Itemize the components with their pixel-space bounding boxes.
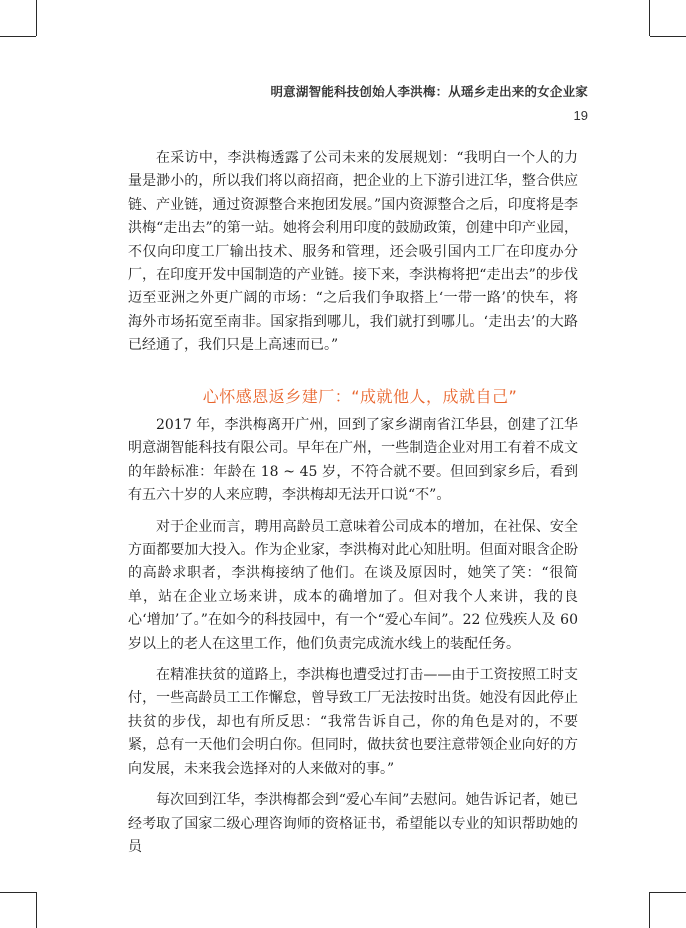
crop-mark-bottom-left-h (0, 892, 36, 893)
paragraph: 在精准扶贫的道路上，李洪梅也遭受过打击——由于工资按照工时支付，一些高龄员工工作懈怠，曾导致工厂无法按时出货。她没有因此停止扶贫的步伐，却也有所反思：“我常告诉自己，你的角色是对的，不要紧，总有一天他们会明白你。但同时，做扶贫也要注意带领企业向好的方向发展，未来我会选择对的人来做对的事。” (128, 667, 578, 777)
section-1-body (128, 147, 578, 358)
page-number: 19 (573, 108, 588, 123)
crop-mark-bottom-right-v (649, 892, 650, 928)
crop-mark-bottom-left-v (36, 892, 37, 928)
section-heading: 心怀感恩返乡建厂：“成就他人，成就自己” (202, 387, 518, 406)
crop-mark-top-right-v (649, 0, 650, 36)
paragraph: 每次回到江华，李洪梅都会到“爱心车间”去慰问。她告诉记者，她已经考取了国家二级心理咨询师的资格证书，希望能以专业的知识帮助她的员 (128, 792, 578, 855)
crop-mark-top-left-h (0, 36, 36, 37)
crop-mark-top-right-h (650, 36, 686, 37)
section-2-body (128, 414, 578, 859)
crop-mark-bottom-right-h (650, 892, 686, 893)
paragraph: 对于企业而言，聘用高龄员工意味着公司成本的增加，在社保、安全方面都要加大投入。作为企业家，李洪梅对此心知肚明。但面对眼含企盼的高龄求职者，李洪梅接纳了他们。在谈及原因时，她笑了笑：“很简单，站在企业立场来讲，成本的确增加了。但对我个人来讲，我的良心‘增加’了。”在如今的科技园中，有一个“爱心车间”。22 位残疾人及 60 岁以上的老人在这里工作，他们负责完成流水线上的装配任务。 (128, 518, 578, 652)
paragraph: 在采访中，李洪梅透露了公司未来的发展规划：“我明白一个人的力量是渺小的，所以我们将以商招商，把企业的上下游引进江华，整合供应链、产业链，通过资源整合来抱团发展。”国内资源整合之后，印度将是李洪梅“走出去”的第一站。她将会利用印度的鼓励政策，创建中印产业园，不仅向印度工厂输出技术、服务和管理，还会吸引国内工厂在印度办分厂，在印度开发中国制造的产业链。接下来，李洪梅将把“走出去”的步伐迈至亚洲之外更广阔的市场：“之后我们争取搭上‘一带一路’的快车，将海外市场拓宽至南非。国家指到哪儿，我们就打到哪儿。‘走出去’的大路已经通了，我们只是上高速而已。” (128, 150, 578, 354)
running-title: 明意湖智能科技创始人李洪梅：从瑶乡走出来的女企业家 (270, 84, 588, 99)
paragraph: 2017 年，李洪梅离开广州，回到了家乡湖南省江华县，创建了江华明意湖智能科技有限公司。早年在广州，一些制造企业对用工有着不成文的年龄标准：年龄在 18 ~ 45 岁，不符合就不要。但回到家乡后，看到有五六十岁的人来应聘，李洪梅却无法开口说“不”。 (128, 417, 578, 504)
crop-mark-top-left-v (36, 0, 37, 36)
